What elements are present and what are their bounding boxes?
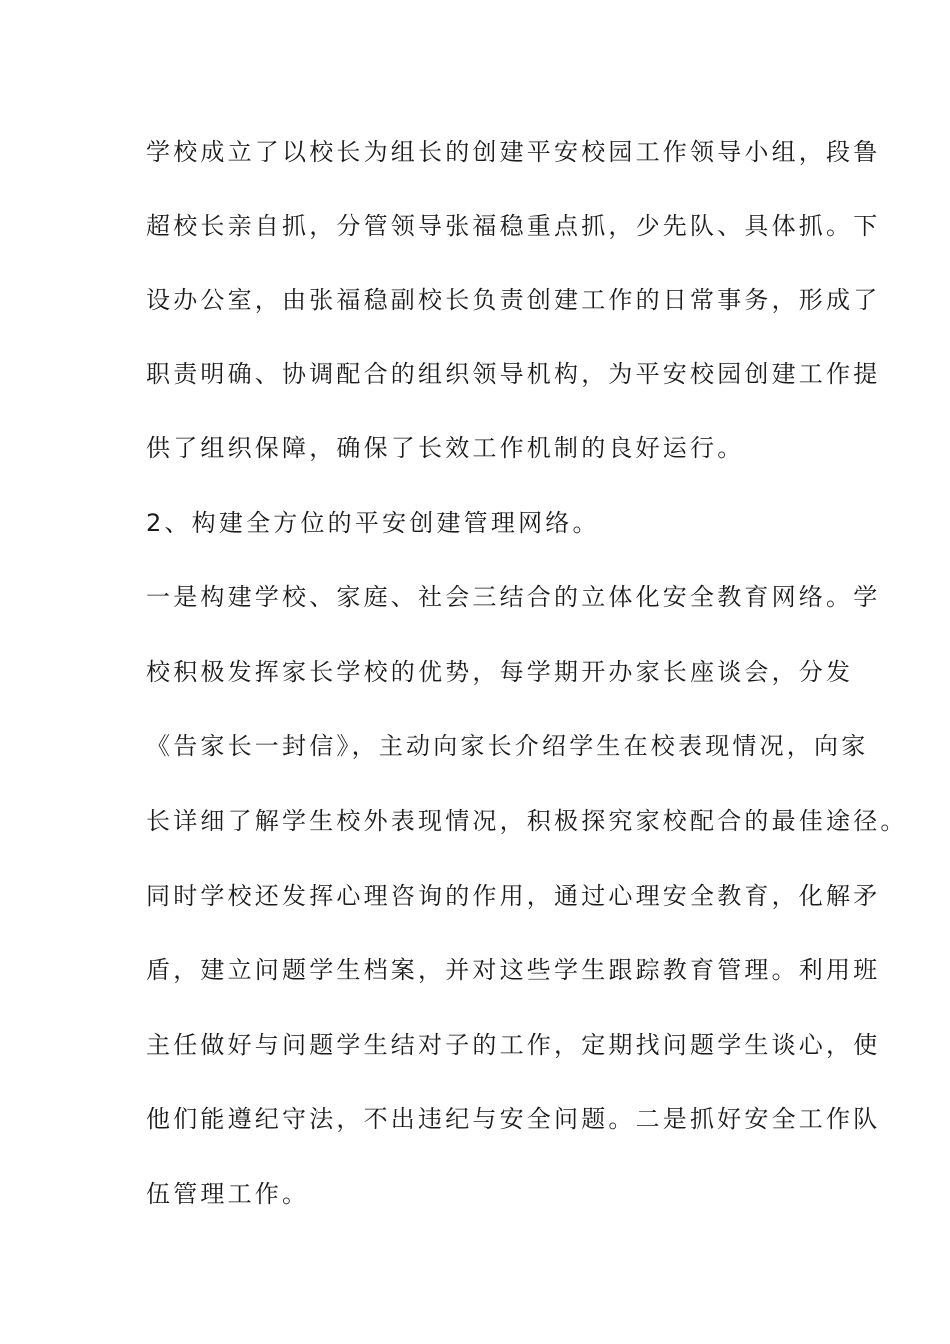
paragraph-line: 超校长亲自抓，分管领导张福稳重点抓，少先队、具体抓。下 [146, 212, 881, 240]
paragraph-line: 职责明确、协调配合的组织领导机构，为平安校园创建工作提 [146, 360, 881, 388]
paragraph-line: 他们能遵纪守法，不出违纪与安全问题。二是抓好安全工作队 [146, 1105, 881, 1133]
paragraph-line: 长详细了解学生校外表现情况，积极探究家校配合的最佳途径。 [146, 807, 908, 835]
paragraph-line: 学校成立了以校长为组长的创建平安校园工作领导小组，段鲁 [146, 138, 881, 166]
paragraph-line: 盾，建立问题学生档案，并对这些学生跟踪教育管理。利用班 [146, 956, 881, 984]
section-heading: 2、构建全方位的平安创建管理网络。 [146, 509, 600, 537]
paragraph-line: 供了组织保障，确保了长效工作机制的良好运行。 [146, 434, 745, 462]
paragraph-line: 主任做好与问题学生结对子的工作，定期找问题学生谈心，使 [146, 1031, 881, 1059]
paragraph-line: 设办公室，由张福稳副校长负责创建工作的日常事务，形成了 [146, 286, 881, 314]
paragraph-line: 一是构建学校、家庭、社会三结合的立体化安全教育网络。学 [146, 583, 881, 611]
paragraph-line: 同时学校还发挥心理咨询的作用，通过心理安全教育，化解矛 [146, 882, 881, 910]
paragraph-line: 《告家长一封信》，主动向家长介绍学生在校表现情况，向家 [146, 732, 869, 760]
paragraph-line: 校积极发挥家长学校的优势，每学期开办家长座谈会，分发 [146, 658, 854, 686]
paragraph-line: 伍管理工作。 [146, 1180, 310, 1208]
